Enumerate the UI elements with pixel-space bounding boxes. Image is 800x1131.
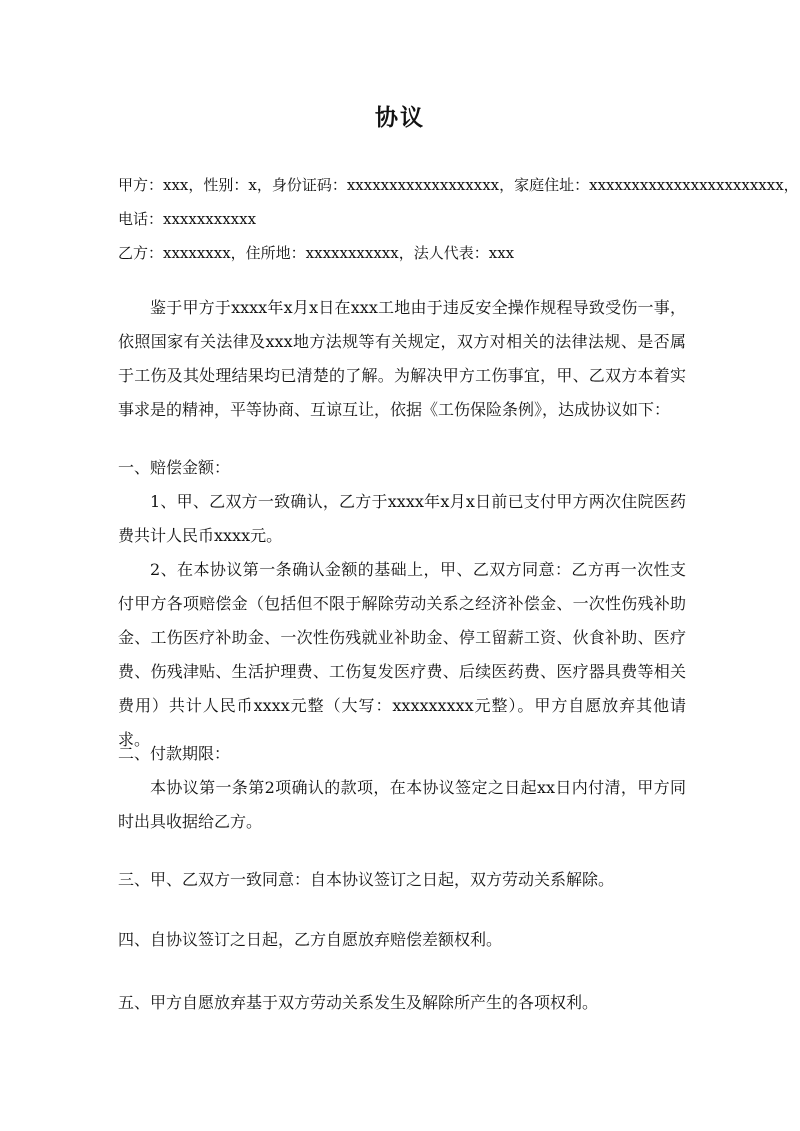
party-a-info: [118, 168, 799, 236]
section1-item1: 1、甲、乙双方一致确认，乙方于xxxx年x月x日前已支付甲方两次住院医药费共计人民币xxxx元。: [118, 492, 686, 545]
document-title: 协议: [375, 104, 425, 131]
party-b-info: 乙方：xxxxxxxx，住所地：xxxxxxxxxxx，法人代表：xxx: [118, 244, 515, 262]
section5-clause: 五、甲方自愿放弃基于双方劳动关系发生及解除所产生的各项权利。: [118, 993, 599, 1012]
section1-heading: 一、赔偿金额：: [118, 458, 231, 477]
section1-item2: 2、在本协议第一条确认金额的基础上，甲、乙双方同意：乙方再一次性支付甲方各项赔偿金（包括但不限于解除劳动关系之经济补偿金、一次性伤残补助金、工伤医疗补助金、一次性伤残就业补助金、停工留薪工资、伙食补助、医疗费、伤残津贴、生活护理费、工伤复发医疗费、后续医药费、医疗器具费等相关费用）共计人民币xxxx元整（大写：xxxxxxxxx元整）。甲方自愿放弃其他请求。: [118, 560, 686, 749]
party-a-line1: 甲方：xxx，性别：x，身份证码：xxxxxxxxxxxxxxxxxx，家庭住址：xxxxxxxxxxxxxxxxxxxxxxx，: [118, 176, 799, 194]
section2-item: 本协议第一条第2项确认的款项，在本协议签定之日起xx日内付清，甲方同时出具收据给乙方。: [118, 778, 686, 831]
section4-clause: 四、自协议签订之日起，乙方自愿放弃赔偿差额权利。: [118, 930, 503, 949]
section3-clause: 三、甲、乙双方一致同意：自本协议签订之日起，双方劳动关系解除。: [118, 870, 615, 889]
party-a-line2: 电话：xxxxxxxxxxx: [118, 210, 257, 228]
preamble-paragraph: 鉴于甲方于xxxx年x月x日在xxx工地由于违反安全操作规程导致受伤一事，依照国家有关法律及xxx地方法规等有关规定，双方对相关的法律法规、是否属于工伤及其处理结果均已清楚的了解。为解决甲方工伤事宜，甲、乙双方本着实事求是的精神，平等协商、互谅互让，依据《工伤保险条例》，达成协议如下：: [118, 298, 686, 419]
section2-heading: 二、付款期限：: [118, 744, 231, 763]
